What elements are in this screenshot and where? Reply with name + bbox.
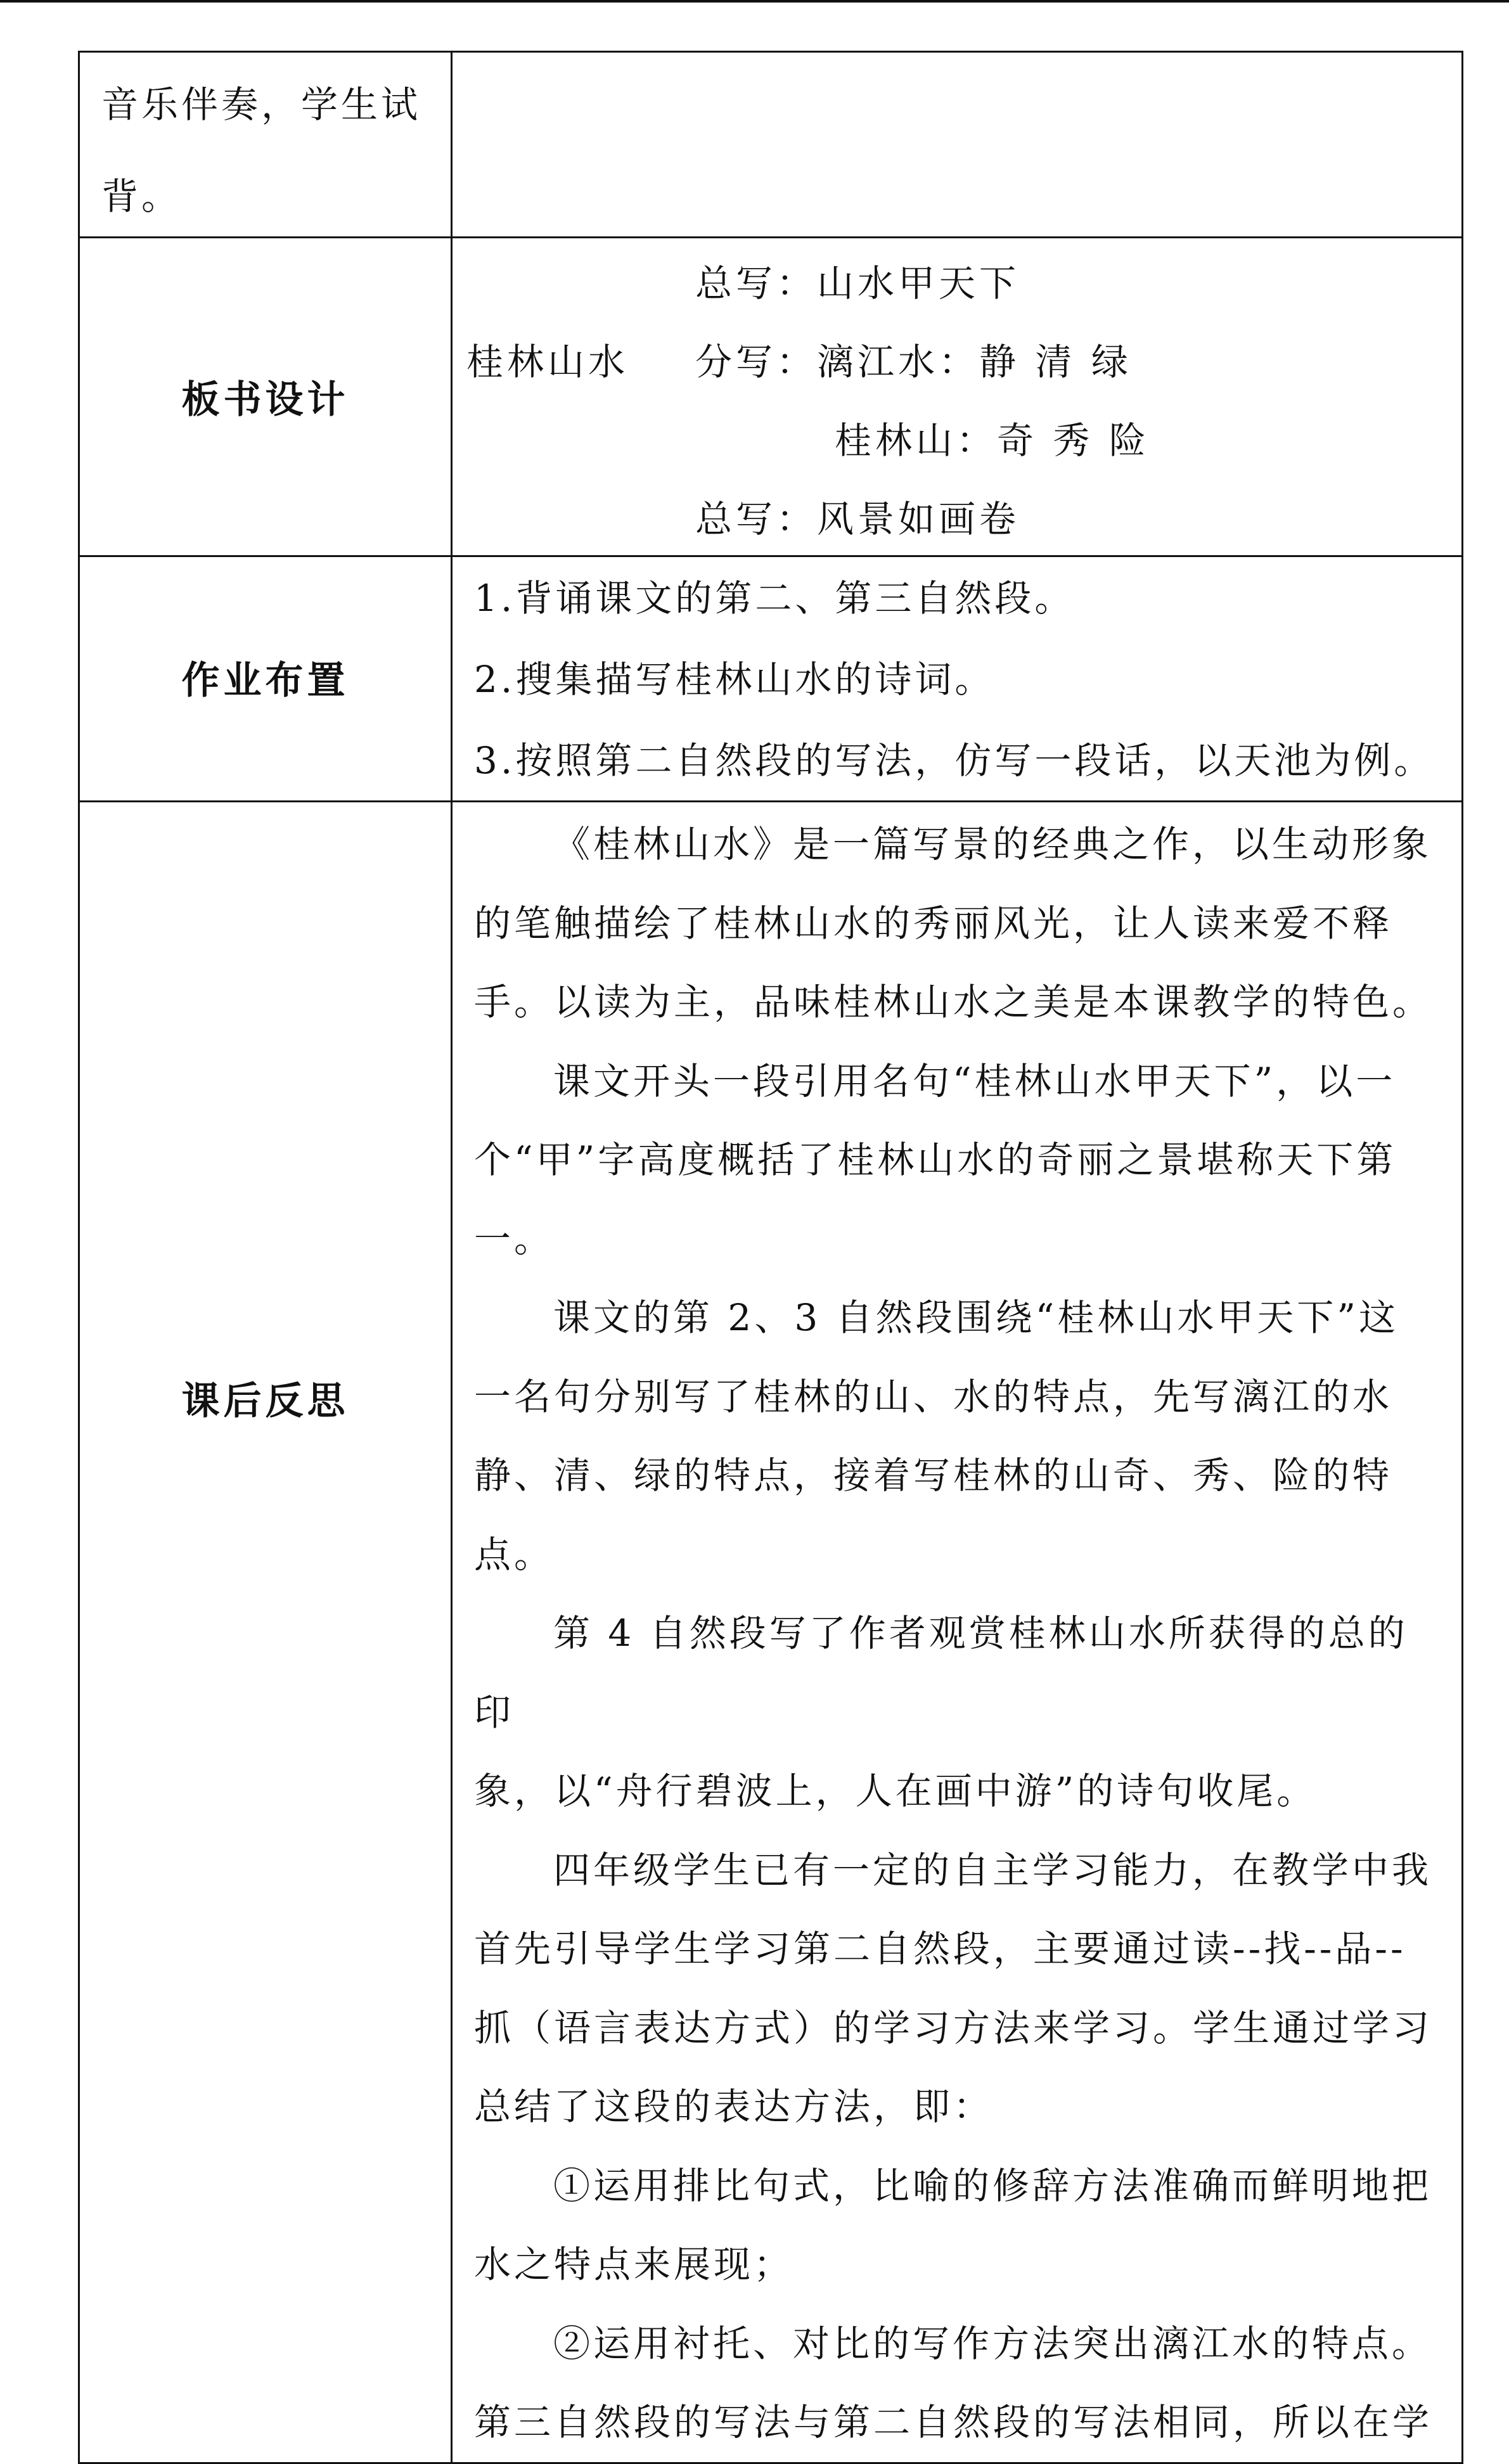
reflection-content-cell <box>452 802 1463 2463</box>
board-sub-line: 分写：漓江水：静 清 绿 <box>695 340 1132 383</box>
homework-label: 作业布置 <box>181 658 349 703</box>
homework-item: 2.搜集描写桂林山水的诗词。 <box>474 658 995 701</box>
reflection-line: 课文开头一段引用名句“桂林山水甲天下”，以一 <box>553 1059 1396 1103</box>
reflection-label: 课后反思 <box>181 1379 349 1423</box>
reflection-line: 点。 <box>474 1532 555 1576</box>
reflection-line: 《桂林山水》是一篇写景的经典之作，以生动形象 <box>553 823 1432 866</box>
row-homework <box>79 556 1463 802</box>
board-general-line: 总写：山水甲天下 <box>695 262 1020 305</box>
reflection-line: ②运用衬托、对比的写作方法突出漓江水的特点。 <box>553 2321 1432 2365</box>
board-design-label-cell <box>79 238 452 556</box>
reflection-line: 四年级学生已有一定的自主学习能力，在教学中我 <box>553 1848 1432 1892</box>
reflection-line: 手。以读为主，品味桂林山水之美是本课教学的特色。 <box>474 980 1433 1023</box>
continuation-left-cell <box>79 52 452 238</box>
continuation-line: 背。 <box>101 175 182 218</box>
reflection-line: 总结了这段的表达方法，即： <box>474 2085 994 2128</box>
reflection-line: 抓（语言表达方式）的学习方法来学习。学生通过学习 <box>474 2006 1433 2050</box>
board-design-diagram <box>453 238 1461 555</box>
homework-content-cell <box>452 556 1463 802</box>
board-design-content-cell <box>452 238 1463 556</box>
reflection-line: 个“甲”字高度概括了桂林山水的奇丽之景堪称天下第 <box>474 1138 1397 1181</box>
reflection-line: 一。 <box>474 1217 555 1261</box>
reflection-line: ①运用排比句式，比喻的修辞方法准确而鲜明地把 <box>553 2164 1432 2207</box>
reflection-line: 第 4 自然段写了作者观赏桂林山水所获得的总的印 <box>474 1612 1408 1734</box>
reflection-label-cell <box>79 802 452 2463</box>
reflection-line: 的笔触描绘了桂林山水的秀丽风光，让人读来爱不释 <box>474 901 1393 945</box>
reflection-line: 一名句分别写了桂林的山、水的特点，先写漓江的水 <box>474 1375 1393 1418</box>
homework-item: 1.背诵课文的第二、第三自然段。 <box>474 577 1075 620</box>
continuation-line: 音乐伴奏，学生试 <box>101 83 421 126</box>
lesson-plan-table <box>78 51 1463 2464</box>
board-design-label: 板书设计 <box>181 378 349 422</box>
row-board-design <box>79 238 1463 556</box>
reflection-line: 课文的第 2、3 自然段围绕“桂林山水甲天下”这 <box>553 1296 1399 1339</box>
board-topic: 桂林山水 <box>466 340 629 383</box>
board-sub-line: 桂林山：奇 秀 险 <box>835 419 1150 462</box>
row-continuation <box>79 52 1463 238</box>
reflection-line: 第三自然段的写法与第二自然段的写法相同，所以在学 <box>474 2401 1433 2444</box>
top-border-line <box>0 0 1509 3</box>
board-general-line: 总写：风景如画卷 <box>695 497 1020 541</box>
reflection-line: 象，以“舟行碧波上，人在画中游”的诗句收尾。 <box>474 1769 1317 1813</box>
homework-label-cell <box>79 556 452 802</box>
reflection-line: 静、清、绿的特点，接着写桂林的山奇、秀、险的特 <box>474 1454 1393 1497</box>
row-reflection <box>79 802 1463 2463</box>
homework-item: 3.按照第二自然段的写法，仿写一段话，以天池为例。 <box>474 739 1434 782</box>
reflection-line: 水之特点来展现； <box>474 2243 794 2286</box>
reflection-line: 首先引导学生学习第二自然段，主要通过读--找--品-- <box>474 1927 1406 1970</box>
continuation-right-cell <box>452 52 1463 238</box>
